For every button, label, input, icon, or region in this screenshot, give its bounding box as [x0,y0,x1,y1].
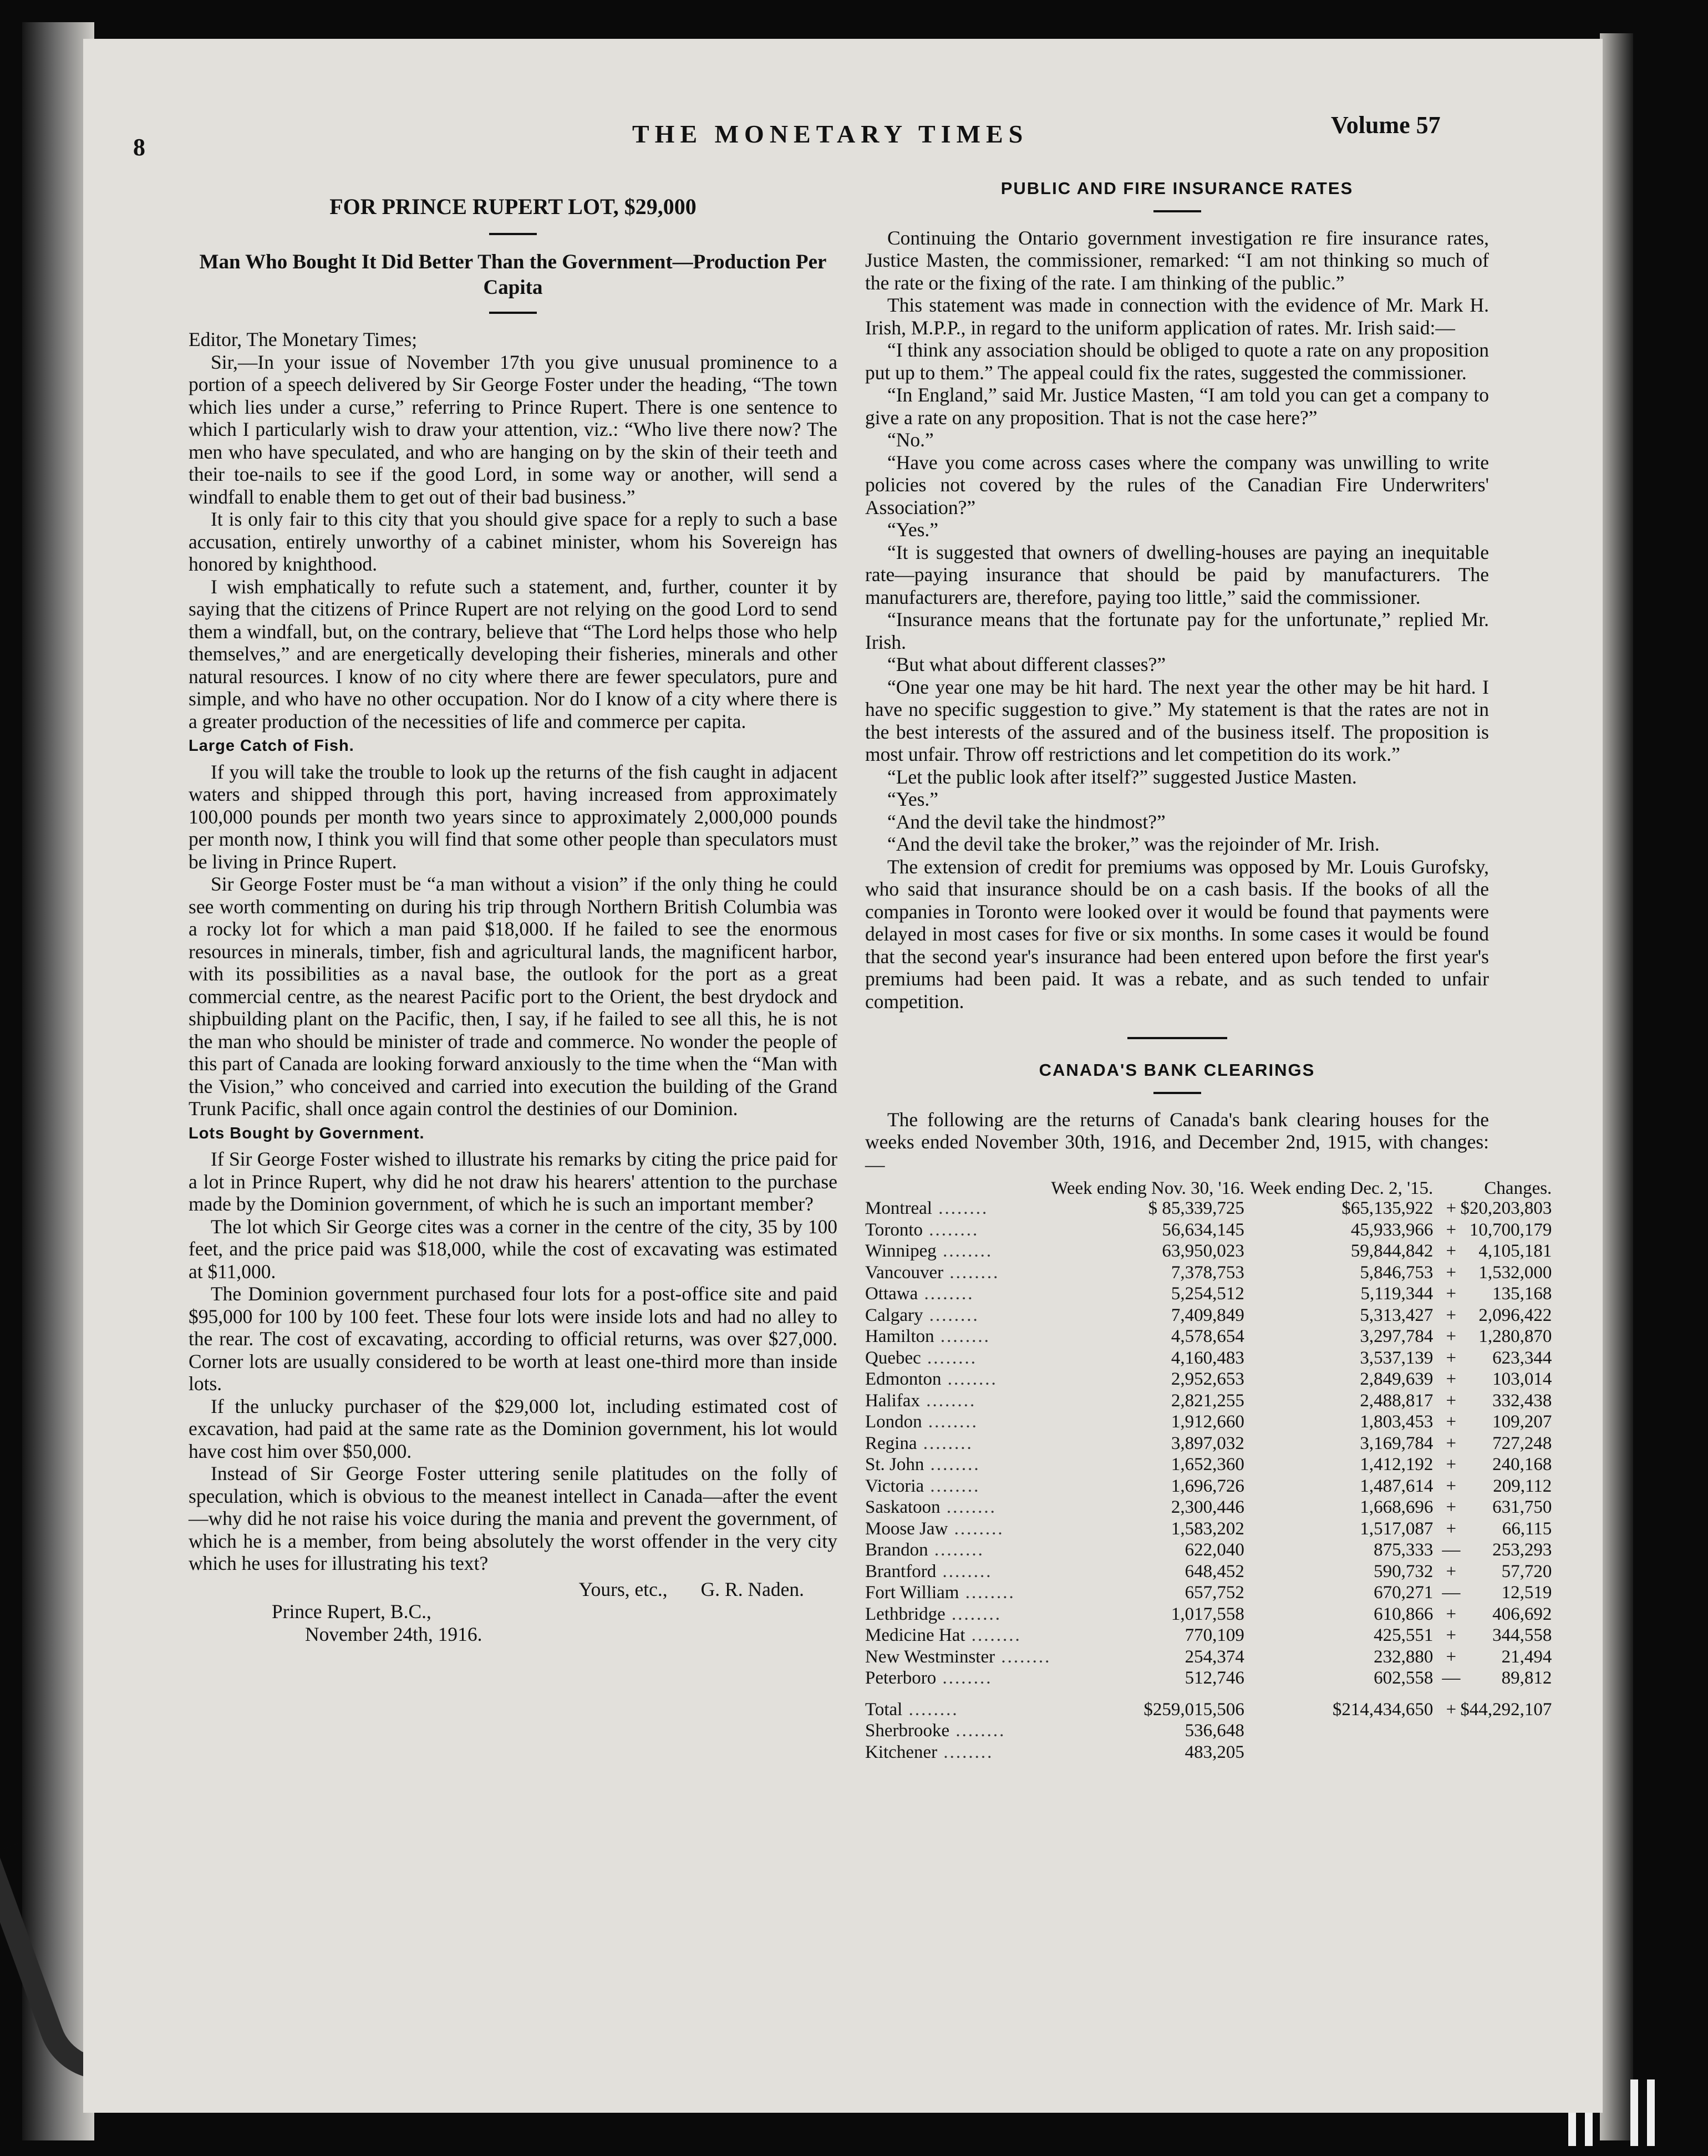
table-row [865,1582,1552,1604]
city-name: Montreal [865,1198,932,1218]
change-sign: + [1446,1497,1457,1517]
city-name: Sherbrooke [865,1721,950,1741]
leader-dots: ........ [923,1219,979,1240]
change-sign: + [1446,1262,1457,1283]
change-value: 4,105,181 [1478,1241,1552,1261]
change-value: 332,438 [1492,1390,1552,1411]
change-sign: + [1446,1347,1457,1368]
leader-dots: ........ [919,1390,977,1411]
value-1915: 45,933,966 [1350,1219,1434,1240]
change-value: 623,344 [1492,1347,1552,1368]
value-1916: 1,583,202 [1171,1518,1244,1539]
city-name: Hamilton [865,1326,934,1346]
change-sign: + [1446,1219,1457,1240]
value-1916: 1,017,558 [1171,1604,1244,1624]
table-row [865,1262,1552,1284]
leader-dots: ........ [936,1241,993,1261]
letter-column [189,194,837,1645]
city-cell [865,1454,1051,1476]
value-1915: 1,668,696 [1360,1497,1434,1517]
letter-title: FOR PRINCE RUPERT LOT, $29,000 [329,194,697,219]
city-cell [865,1305,1051,1326]
value-1916: 2,952,653 [1171,1369,1244,1389]
change-sign: + [1446,1305,1457,1325]
page-number: 8 [133,134,145,161]
paragraph: The extension of credit for premiums was opposed by Mr. Louis Gurofsky, who said that insurance should be on a cash basis. If the books of all the companies in Toronto were looked over it would be found that payments were delayed in most cases for five or six months. In some cases it would be found that the second year's insurance had been entered upon before the first year's premiums had been paid. It was a rebate, and as such tended to unfair competition. [865,855,1489,1013]
city-name: Saskatoon [865,1497,941,1517]
change-value: 727,248 [1492,1433,1552,1453]
change-value: 240,168 [1492,1455,1552,1474]
table-header-row [865,1179,1552,1198]
value-1916: 3,897,032 [1171,1433,1244,1453]
leader-dots: ........ [936,1668,993,1688]
paragraph: “Yes.” [887,788,939,810]
value-1916: 2,821,255 [1171,1390,1244,1411]
right-column [865,177,1552,1763]
city-name: Winnipeg [865,1241,937,1261]
clearings-intro: The following are the returns of Canada's bank clearing houses for the weeks ended November 30th, 1916, and December 2nd, 1915, with changes:— [865,1108,1489,1176]
paragraph: “Insurance means that the fortunate pay for the unfortunate,” replied Mr. Irish. [865,608,1489,653]
change-value: $44,292,107 [1460,1699,1552,1720]
city-name: Victoria [865,1476,924,1496]
empty-cell [1442,1742,1460,1763]
change-sign: — [1442,1583,1461,1603]
change-value: 1,280,870 [1478,1326,1552,1346]
table-row [865,1689,1552,1721]
subheading-lots: Lots Bought by Government. [189,1124,425,1142]
leader-dots: ........ [937,1742,994,1762]
city-cell [865,1411,1051,1433]
letter-body-b [189,761,837,1120]
city-cell [865,1219,1051,1241]
header-changes: Changes. [1484,1178,1552,1198]
empty-cell [1460,1742,1552,1763]
city-cell [865,1433,1051,1455]
value-1916: 483,205 [1185,1742,1244,1762]
value-1916: 1,696,726 [1171,1476,1244,1496]
paragraph: “It is suggested that owners of dwelling-houses are paying an inequitable rate—paying insurance that should be paid by manufacturers. The manufacturers are, therefore, paying too little,” said the commissioner. [865,541,1489,608]
value-1916: 536,648 [1185,1721,1244,1741]
leader-dots: ........ [936,1561,993,1582]
leader-dots: ........ [945,1604,1002,1624]
change-sign: + [1446,1198,1457,1218]
header-week-1916: Week ending Nov. 30, '16. [1051,1178,1244,1198]
table-row [865,1347,1552,1369]
change-value: 10,700,179 [1469,1219,1552,1240]
change-value: 103,014 [1492,1369,1552,1389]
leader-dots: ........ [995,1646,1051,1667]
paragraph: I wish emphatically to refute such a statement, and, further, counter it by saying that the citizens of Prince Rupert are not relying on the good Lord to send them a windfall, but, on the contrary, believe that “The Lord helps those who help themselves,” and are energetically developing their fisheries, minerals and other natural resources. I know of no city where there are fewer speculators, pure and simple, and who have no other occupation. Nor do I know of a city where there is a greater production of the necessities of life and commerce per capita. [189,575,837,733]
paragraph: Sir George Foster must be “a man without a vision” if the only thing he could see worth commenting on during his trip through Northern British Columbia was a rocky lot for which a man paid $18,000. If he failed to see the enormous resources in minerals, timber, fish and agricultural lands, the magnificent harbor, with its possibilities as a naval base, the outlook for the port as a great commercial centre, as the nearest Pacific port to the Orient, the best drydock and shipbuilding plant on the Pacific, then, I say, if he failed to see all this, he is not the man who should be minister of trade and commerce. No wonder the people of this part of Canada are looking forward anxiously to the time when the “Man with the Vision,” who conceived and carried into execution the building of the Grand Trunk Pacific, shall once again control the destinies of our Dominion. [189,873,837,1120]
table-row [865,1240,1552,1262]
change-value: 406,692 [1492,1604,1552,1624]
table-row [865,1518,1552,1540]
change-sign: + [1446,1561,1457,1582]
empty-cell [1460,1720,1552,1742]
header-week-1915: Week ending Dec. 2, '15. [1249,1178,1434,1198]
change-sign: + [1446,1433,1457,1453]
change-value: 21,494 [1501,1646,1552,1667]
table-row [865,1390,1552,1412]
table-row [865,1604,1552,1625]
city-cell [865,1198,1051,1219]
film-mark [1630,2079,1638,2146]
city-cell [865,1497,1051,1518]
paragraph: “Yes.” [887,518,939,541]
leader-dots: ........ [965,1625,1021,1645]
change-value: 12,519 [1501,1583,1552,1603]
change-sign: + [1446,1625,1457,1645]
table-row [865,1433,1552,1455]
paragraph: Instead of Sir George Foster uttering senile platitudes on the folly of speculation, which is obvious to the meanest intellect in Canada—after the event—why did he not raise his voice during the mania and prevent the government, of which he is a member, from being absolutely the worst offender in the very city which he uses for illustrating his text? [189,1462,837,1574]
value-1915: 3,537,139 [1360,1347,1434,1368]
leader-dots: ........ [924,1455,980,1474]
empty-cell [1442,1720,1460,1742]
next-page-edge [1600,33,1633,2140]
value-1915: $65,135,922 [1341,1198,1434,1218]
change-sign: + [1446,1326,1457,1346]
value-1916: $ 85,339,725 [1148,1198,1244,1218]
leader-dots: ........ [917,1433,973,1453]
leader-dots: ........ [940,1497,997,1517]
city-cell [865,1369,1051,1390]
change-sign: + [1446,1455,1457,1474]
city-cell [865,1667,1051,1689]
value-1915: 232,880 [1374,1646,1434,1667]
table-row [865,1667,1552,1689]
city-name: Medicine Hat [865,1625,965,1645]
table-row [865,1305,1552,1326]
publication-title: THE MONETARY TIMES [632,120,1029,148]
leader-dots: ........ [924,1476,980,1496]
value-1916: 7,378,753 [1171,1262,1244,1283]
city-name: London [865,1412,922,1432]
closing: Yours, etc., [578,1578,668,1600]
divider [1127,1037,1227,1039]
table-row [865,1283,1552,1305]
paragraph: The Dominion government purchased four lots for a post-office site and paid $95,000 for 100 by 100 feet. These four lots were inside lots and had no alley to the rear. The cost of excavating, according to official returns, was over $27,000. Corner lots are usually considered to be worth at least one-third more than inside lots. [189,1283,837,1395]
city-name: Kitchener [865,1742,938,1762]
change-value: 109,207 [1492,1412,1552,1432]
leader-dots: ........ [918,1284,974,1304]
value-1915: 5,119,344 [1360,1284,1434,1304]
value-1915: 875,333 [1374,1540,1434,1560]
subheading-fish: Large Catch of Fish. [189,737,354,755]
divider [1153,1092,1201,1094]
paragraph: This statement was made in connection with the evidence of Mr. Mark H. Irish, M.P.P., in regard to the uniform application of rates. Mr. Irish said:— [865,294,1489,339]
paragraph: “One year one may be hit hard. The next year the other may be hit hard. I have no specific suggestion to give.” My statement is that the rates are not in the best interests of the assured and of the business itself. The proposition is most unfair. Throw off restrictions and let competition do its work.” [865,675,1489,765]
value-1915: 1,487,614 [1360,1476,1434,1496]
paragraph: The lot which Sir George cites was a corner in the centre of the city, 35 by 100 feet, and the price paid was $18,000, while the cost of excavating was estimated at $11,000. [189,1215,837,1283]
divider [489,233,537,235]
city-name: Moose Jaw [865,1518,948,1539]
paragraph: Sir,—In your issue of November 17th you give unusual prominence to a portion of a speech delivered by Sir George Foster under the heading, “The town which lies under a curse,” referring to Prince Rupert. There is one sentence to which I particularly wish to draw your attention, viz.: “Who live there now? The men who have speculated, and who are hanging on by the skin of their teeth and their toe-nails to see if the good Lord, in some way or another, will send a windfall to enable them to get out of their bad business.” [189,350,837,508]
table-row [865,1720,1552,1742]
city-name: Total [865,1699,903,1720]
signer: G. R. Naden. [700,1578,804,1600]
table-row [865,1561,1552,1583]
city-cell [865,1240,1051,1262]
value-1915: 425,551 [1374,1625,1434,1645]
empty-cell [1250,1720,1442,1742]
value-1915: 1,517,087 [1360,1518,1434,1539]
value-1915: 670,271 [1374,1583,1434,1603]
city-name: Toronto [865,1219,923,1240]
letter-subtitle: Man Who Bought It Did Better Than the Government—Production Per Capita [199,251,827,299]
table-row [865,1646,1552,1668]
city-cell [865,1646,1051,1668]
value-1916: 512,746 [1185,1668,1244,1688]
paragraph: “Have you come across cases where the company was unwilling to write policies not covered by the rules of the Canadian Fire Underwriters' Association?” [865,451,1489,518]
leader-dots: ........ [922,1412,978,1432]
letter-body-c [189,1148,837,1575]
value-1916: $259,015,506 [1143,1699,1244,1720]
city-cell [865,1720,1051,1742]
change-value: 344,558 [1492,1625,1552,1645]
signature-block [189,1578,837,1646]
city-cell [865,1518,1051,1540]
paragraph: “But what about different classes?” [887,653,1166,675]
value-1916: 657,752 [1185,1583,1244,1603]
city-cell [865,1742,1051,1763]
insurance-body [865,227,1489,1013]
change-value: 66,115 [1502,1518,1552,1539]
city-name: Vancouver [865,1262,944,1283]
value-1916: 2,300,446 [1171,1497,1244,1517]
letter-body-a [189,351,837,733]
empty-cell [1250,1742,1442,1763]
change-sign: + [1446,1284,1457,1304]
change-sign: + [1446,1646,1457,1667]
value-1915: 2,488,817 [1360,1390,1434,1411]
value-1915: 5,846,753 [1360,1262,1434,1283]
value-1916: 648,452 [1185,1561,1244,1582]
value-1915: $214,434,650 [1332,1699,1434,1720]
city-name: Peterboro [865,1668,937,1688]
value-1915: 59,844,842 [1350,1241,1434,1261]
value-1916: 63,950,023 [1162,1241,1244,1261]
city-cell [865,1604,1051,1625]
change-sign: + [1446,1390,1457,1411]
city-cell [865,1326,1051,1347]
paragraph: “I think any association should be obliged to quote a rate on any proposition put up to them.” The appeal could fix the rates, suggested the commissioner. [865,339,1489,384]
film-mark [1647,2079,1655,2146]
leader-dots: ........ [932,1198,989,1218]
paragraph: If Sir George Foster wished to illustrate his remarks by citing the price paid for a lot in Prince Rupert, why did he not draw his hearers' attention to the purchase made by the Dominion government, of which he is such an important member? [189,1148,837,1215]
change-sign: — [1442,1668,1461,1688]
value-1916: 622,040 [1185,1540,1244,1560]
city-cell [865,1582,1051,1604]
city-cell [865,1625,1051,1646]
value-1916: 7,409,849 [1171,1305,1244,1325]
table-row [865,1411,1552,1433]
value-1916: 254,374 [1185,1646,1244,1667]
paragraph: “No.” [887,429,934,451]
leader-dots: ........ [949,1721,1006,1741]
paragraph: Continuing the Ontario government investigation re fire insurance rates, Justice Masten, the commissioner, remarked: “I am not thinking so much of the rate or the fixing of the rate. I am thinking of the public.” [865,226,1489,294]
leader-dots: ........ [923,1305,979,1325]
city-name: Regina [865,1433,917,1453]
salutation: Editor, The Monetary Times; [189,328,418,350]
value-1915: 610,866 [1374,1604,1434,1624]
sign-date: November 24th, 1916. [305,1623,482,1645]
change-sign: + [1446,1369,1457,1389]
leader-dots: ........ [928,1540,984,1560]
leader-dots: ........ [902,1699,959,1720]
city-cell [865,1539,1051,1561]
change-sign: — [1442,1540,1461,1560]
city-name: St. John [865,1455,924,1474]
city-name: Lethbridge [865,1604,946,1624]
change-value: 135,168 [1492,1284,1552,1304]
sign-place: Prince Rupert, B.C., [272,1600,431,1623]
leader-dots: ........ [934,1326,990,1346]
table-row [865,1369,1552,1390]
leader-dots: ........ [943,1262,1000,1283]
city-name: Ottawa [865,1284,918,1304]
value-1915: 602,558 [1374,1668,1434,1688]
table-row [865,1454,1552,1476]
city-name: New Westminster [865,1646,995,1667]
paragraph: If the unlucky purchaser of the $29,000 lot, including estimated cost of excavation, had paid at the same rate as the Dominion government, his lot would have cost him over $50,000. [189,1395,837,1462]
volume-label: Volume 57 [1331,111,1441,139]
change-sign: + [1446,1518,1457,1539]
value-1915: 590,732 [1374,1561,1434,1582]
table-row [865,1742,1552,1763]
table-row [865,1497,1552,1518]
table-row [865,1625,1552,1646]
change-sign: + [1446,1699,1457,1720]
leader-dots: ........ [941,1369,998,1389]
value-1916: 56,634,145 [1162,1219,1244,1240]
paragraph: It is only fair to this city that you should give space for a reply to such a base accusation, entirely unworthy of a cabinet minister, whom his Sovereign has honored by knighthood. [189,508,837,575]
change-sign: + [1446,1476,1457,1496]
leader-dots: ........ [948,1518,1004,1539]
paragraph: If you will take the trouble to look up the returns of the fish caught in adjacent waters and shipped through this port, having increased from approximately 100,000 pounds per month two years since to approximately 2,000,000 pounds per month now, I think you will find that some other people than speculators must be living in Prince Rupert. [189,760,837,873]
change-value: 2,096,422 [1478,1305,1552,1325]
leader-dots: ........ [959,1583,1015,1603]
city-cell [865,1283,1051,1305]
table-row [865,1476,1552,1497]
value-1915: 1,803,453 [1360,1412,1434,1432]
city-name: Halifax [865,1390,920,1411]
city-cell [865,1561,1051,1583]
change-value: 1,532,000 [1478,1262,1552,1283]
value-1916: 1,912,660 [1171,1412,1244,1432]
paragraph: “Let the public look after itself?” suggested Justice Masten. [887,765,1357,788]
change-value: 57,720 [1501,1561,1552,1582]
value-1915: 5,313,427 [1360,1305,1434,1325]
change-value: 253,293 [1492,1540,1552,1560]
clearings-heading: CANADA'S BANK CLEARINGS [1039,1060,1315,1080]
bank-clearings-table [865,1179,1552,1763]
divider [1153,210,1201,212]
paragraph: “And the devil take the hindmost?” [887,810,1166,833]
city-cell [865,1689,1051,1721]
value-1915: 3,297,784 [1360,1326,1434,1346]
change-sign: + [1446,1412,1457,1432]
city-name: Fort William [865,1583,959,1603]
table-row [865,1198,1552,1219]
change-value: 89,812 [1501,1668,1552,1688]
change-value: 631,750 [1492,1497,1552,1517]
value-1915: 2,849,639 [1360,1369,1434,1389]
paragraph: “And the devil take the broker,” was the rejoinder of Mr. Irish. [887,833,1380,855]
city-cell [865,1390,1051,1412]
leader-dots: ........ [921,1347,978,1368]
value-1916: 1,652,360 [1171,1455,1244,1474]
value-1916: 770,109 [1185,1625,1244,1645]
divider [489,312,537,314]
city-name: Brandon [865,1540,928,1560]
value-1916: 4,160,483 [1171,1347,1244,1368]
city-name: Calgary [865,1305,923,1325]
table-row [865,1219,1552,1241]
value-1915: 1,412,192 [1360,1455,1434,1474]
city-name: Quebec [865,1347,921,1368]
city-cell [865,1347,1051,1369]
table-row [865,1539,1552,1561]
table-row [865,1326,1552,1347]
value-1915: 3,169,784 [1360,1433,1434,1453]
change-sign: + [1446,1241,1457,1261]
change-value: $20,203,803 [1460,1198,1552,1218]
city-cell [865,1262,1051,1284]
city-cell [865,1476,1051,1497]
change-value: 209,112 [1493,1476,1552,1496]
city-name: Edmonton [865,1369,942,1389]
paragraph: “In England,” said Mr. Justice Masten, “I am told you can get a company to give a rate on any proposition. That is not the case here?” [865,384,1489,429]
city-name: Brantford [865,1561,937,1582]
change-sign: + [1446,1604,1457,1624]
value-1916: 5,254,512 [1171,1284,1244,1304]
value-1916: 4,578,654 [1171,1326,1244,1346]
insurance-heading: PUBLIC AND FIRE INSURANCE RATES [1000,179,1354,198]
